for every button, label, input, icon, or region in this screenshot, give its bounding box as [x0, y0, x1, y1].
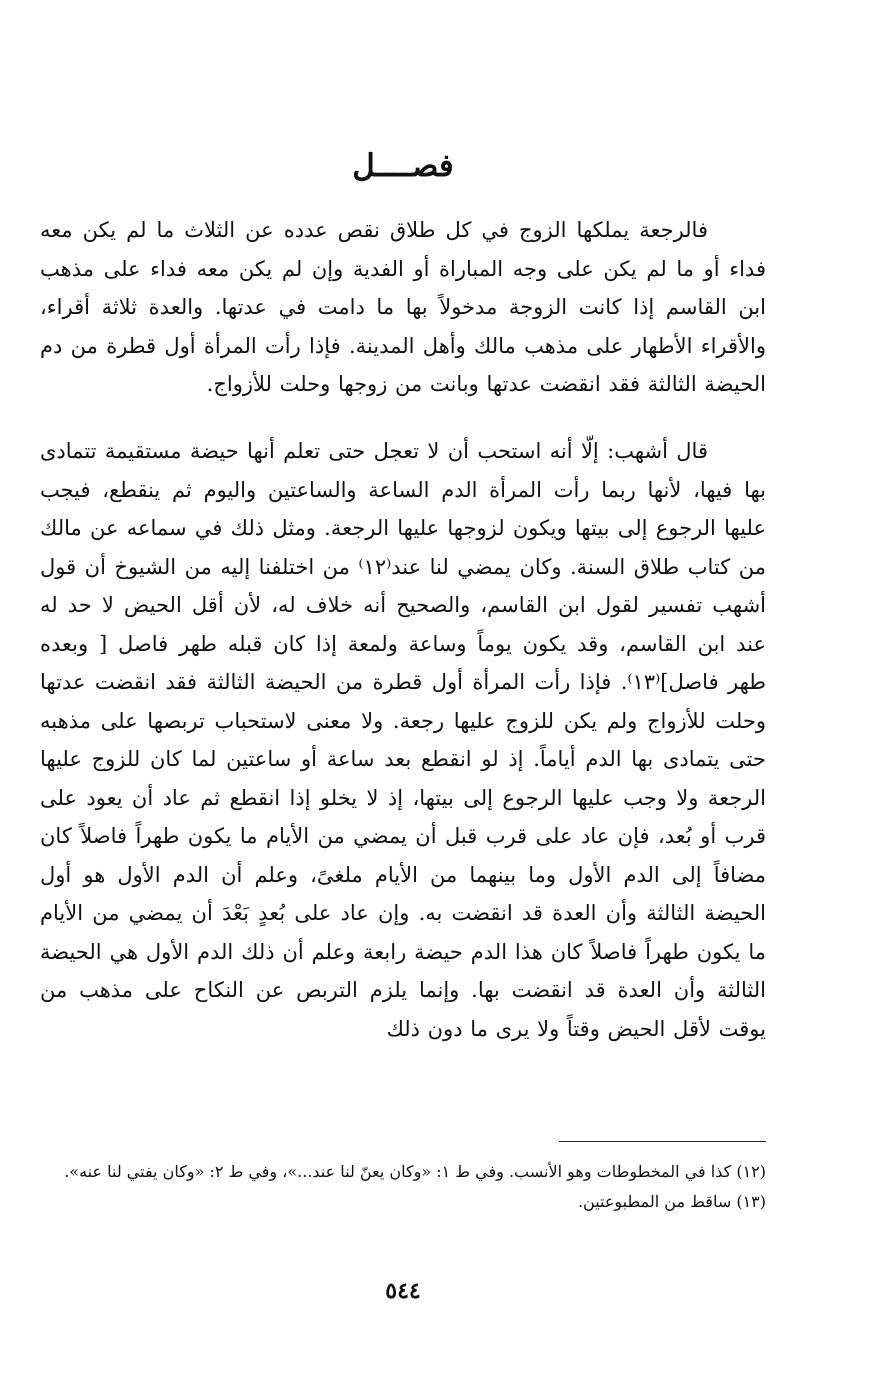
footnote-divider: [559, 1141, 766, 1142]
footnote: (١٢) كذا في المخطوطات وهو الأنسب. وفي ط ١: «وكان يعنّ لنا عند...»، وفي ط ٢: «وكان يفتي لنا عنه».: [64, 1162, 766, 1181]
footnote: (١٣) ساقط من المطبوعتين.: [577, 1192, 766, 1211]
page-number: ٥٤٤: [385, 1278, 421, 1304]
body-paragraph: فالرجعة يملكها الزوج في كل طلاق نقص عدده عن الثلاث ما لم يكن معه فداء أو ما لم يكن على وجه المباراة أو الفدية وإن لم يكن معه فداء على مذهب ابن القاسم إذا كانت الزوجة مدخولاً بها ما دامت في عدتها. والعدة ثلاثة أقراء، والأقراء الأطهار على مذهب مالك وأهل المدينة. فإذا رأت المرأة أول قطرة من دم الحيضة الثالثة فقد انقضت عدتها وبانت من زوجها وحلت للأزواج.: [40, 218, 767, 396]
footnotes: [40, 1157, 766, 1217]
book-page: [40, 0, 766, 1393]
body-paragraph: قال أشهب: إلّا أنه استحب أن لا تعجل حتى تعلم أنها حيضة مستقيمة تتمادى بها فيها، لأنها ربما رأت المرأة الدم الساعة والساعتين واليوم ثم ينقطع، فيجب عليها الرجوع إلى بيتها ويكون لزوجها عليها الرجعة. ومثل ذلك في سماعه عن مالك من كتاب طلاق السنة. وكان يمضي لنا عند⁽١٢⁾ من اختلفنا إليه من الشيوخ أن قول أشهب تفسير لقول ابن القاسم، والصحيح أنه خلاف له، لأن أقل الحيض لا حد له عند ابن القاسم، وقد يكون يوماً وساعة ولمعة إذا كان قبله طهر فاصل [ وبعده طهر فاصل]⁽١٣⁾. فإذا رأت المرأة أول قطرة من الحيضة الثالثة فقد انقضت عدتها وحلت للأزواج ولم يكن للزوج عليها رجعة. ولا معنى لاستحباب تربصها على مذهبه حتى يتمادى بها الدم أياماً. إذ لو انقطع بعد ساعة أو ساعتين لما كان للزوج عليها الرجعة ولا وجب عليها الرجوع إلى بيتها، إذ لا يخلو إذا انقطع ثم عاد أن يعود على قرب أو بُعد، فإن عاد على قرب قبل أن يمضي من الأيام ما يكون طهراً فاصلاً كان مضافاً إلى الدم الأول وما بينهما من الأيام ملغىً، وعلم أن الدم الأول هو أول الحيضة الثالثة وأن العدة قد انقضت به. وإن عاد على بُعدٍ بَعْدَ أن يمضي من الأيام ما يكون طهراً فاصلاً كان هذا الدم حيضة رابعة وعلم أن ذلك الدم الأول هي الحيضة الثالثة وأن العدة قد انقضت بها. وإنما يلزم التربص عن النكاح على مذهب من يوقت لأقل الحيض وقتاً ولا يرى ما دون ذلك: [40, 439, 766, 1041]
section-title: فصــــل: [352, 148, 454, 184]
